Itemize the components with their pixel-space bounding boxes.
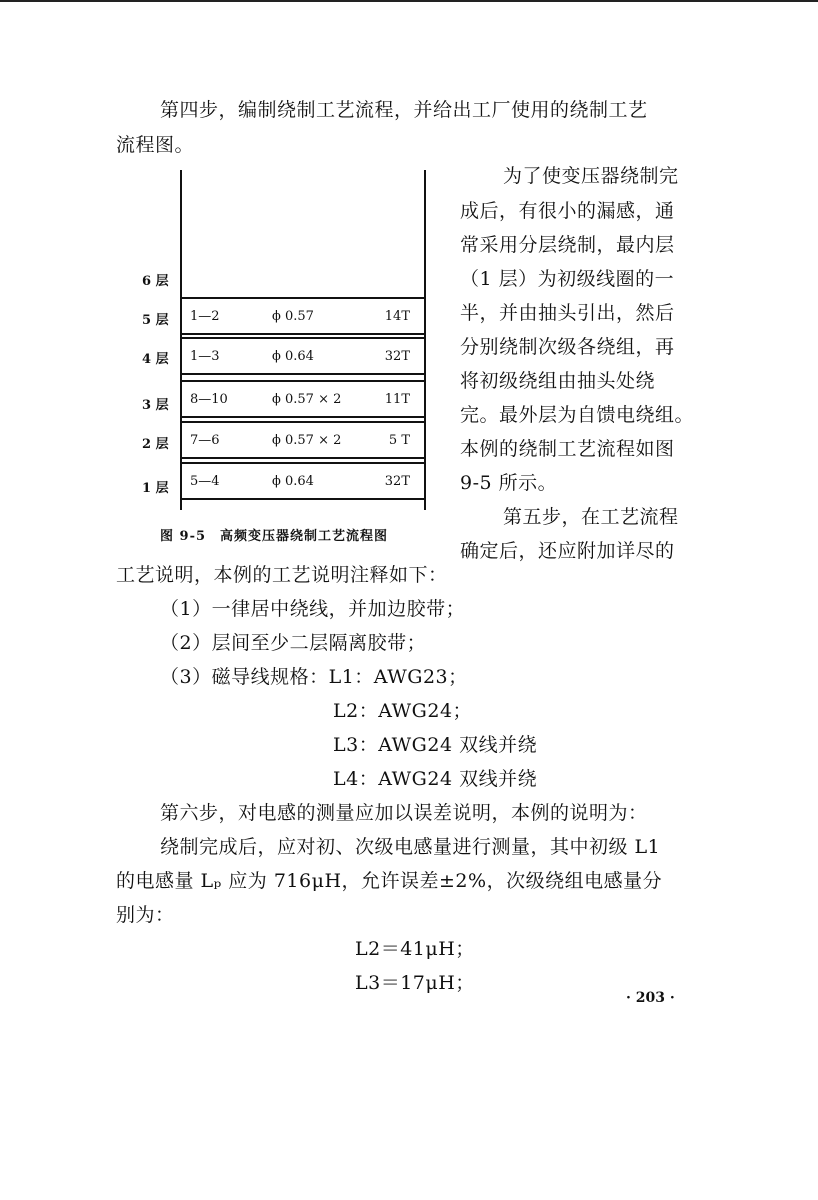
turns-cell: 32T xyxy=(384,474,410,489)
pins-cell: 8—10 xyxy=(190,392,228,407)
step4-line2: 流程图。 xyxy=(116,134,195,156)
turns-cell: 32T xyxy=(384,349,410,364)
step6-line: 第六步，对电感的测量应加以误差说明，本例的说明为： xyxy=(160,802,648,824)
pins-cell: 5—4 xyxy=(190,474,220,489)
note-item: （2）层间至少二层隔离胶带； xyxy=(160,632,427,654)
wire-cell: ϕ 0.57 xyxy=(272,309,314,324)
layer-label: 1 层 xyxy=(142,481,169,496)
side-text-line: 完。最外层为自馈电绕组。 xyxy=(460,404,695,426)
side-text-line: 成后，有很小的漏感，通 xyxy=(460,200,675,222)
inductance-value: L2＝41μH； xyxy=(355,938,475,960)
pins-cell: 1—3 xyxy=(190,349,220,364)
wire-spec: L3：AWG24 双线并绕 xyxy=(333,734,538,756)
pins-cell: 7—6 xyxy=(190,433,220,448)
wire-cell: ϕ 0.57 × 2 xyxy=(272,392,342,407)
layer-row xyxy=(180,462,426,500)
layer-row xyxy=(180,380,426,418)
layer-label: 2 层 xyxy=(142,437,169,452)
layer-row xyxy=(180,297,426,335)
note-item: （3）磁导线规格：L1：AWG23； xyxy=(160,666,468,688)
wire-cell: ϕ 0.64 xyxy=(272,349,314,364)
layer-row xyxy=(180,337,426,375)
step5-continuation: 工艺说明，本例的工艺说明注释如下： xyxy=(116,564,448,586)
side-text-line: 为了使变压器绕制完 xyxy=(503,165,679,187)
wire-spec: L4：AWG24 双线并绕 xyxy=(333,768,538,790)
wire-cell: ϕ 0.64 xyxy=(272,474,314,489)
note-item: （1）一律居中绕线，并加边胶带； xyxy=(160,598,466,620)
side-text-line: 本例的绕制工艺流程如图 xyxy=(460,438,675,460)
side-text-line: （1 层）为初级线圈的一 xyxy=(460,268,675,290)
turns-cell: 14T xyxy=(384,309,410,324)
measure-line2: 的电感量 Lₚ 应为 716μH，允许误差±2%，次级绕组电感量分 xyxy=(116,870,663,892)
figure-caption: 图 9-5 高频变压器绕制工艺流程图 xyxy=(160,529,389,544)
measure-line3: 别为： xyxy=(116,904,175,926)
side-text-line: 第五步，在工艺流程 xyxy=(503,506,679,528)
turns-cell: 11T xyxy=(384,392,410,407)
layer-label: 3 层 xyxy=(142,398,169,413)
inductance-value: L3＝17μH； xyxy=(355,972,475,994)
step4-line1: 第四步，编制绕制工艺流程，并给出工厂使用的绕制工艺 xyxy=(160,99,648,121)
top-border xyxy=(0,0,818,2)
layer-label: 5 层 xyxy=(142,313,169,328)
layer-label: 6 层 xyxy=(142,274,169,289)
page-number: · 203 · xyxy=(626,990,675,1006)
wire-cell: ϕ 0.57 × 2 xyxy=(272,433,342,448)
side-text-line: 9-5 所示。 xyxy=(460,472,558,494)
turns-cell: 5 T xyxy=(388,433,410,448)
side-text-line: 确定后，还应附加详尽的 xyxy=(460,540,675,562)
side-text-line: 半，并由抽头引出，然后 xyxy=(460,302,675,324)
wire-spec: L2：AWG24； xyxy=(333,700,473,722)
measure-line1: 绕制完成后，应对初、次级电感量进行测量，其中初级 L1 xyxy=(160,836,661,858)
side-text-line: 分别绕制次级各绕组，再 xyxy=(460,336,675,358)
side-text-line: 常采用分层绕制，最内层 xyxy=(460,234,675,256)
layer-row xyxy=(180,421,426,459)
layer-label: 4 层 xyxy=(142,352,169,367)
winding-process-figure xyxy=(130,170,450,510)
pins-cell: 1—2 xyxy=(190,309,220,324)
side-text-line: 将初级绕组由抽头处绕 xyxy=(460,370,656,392)
